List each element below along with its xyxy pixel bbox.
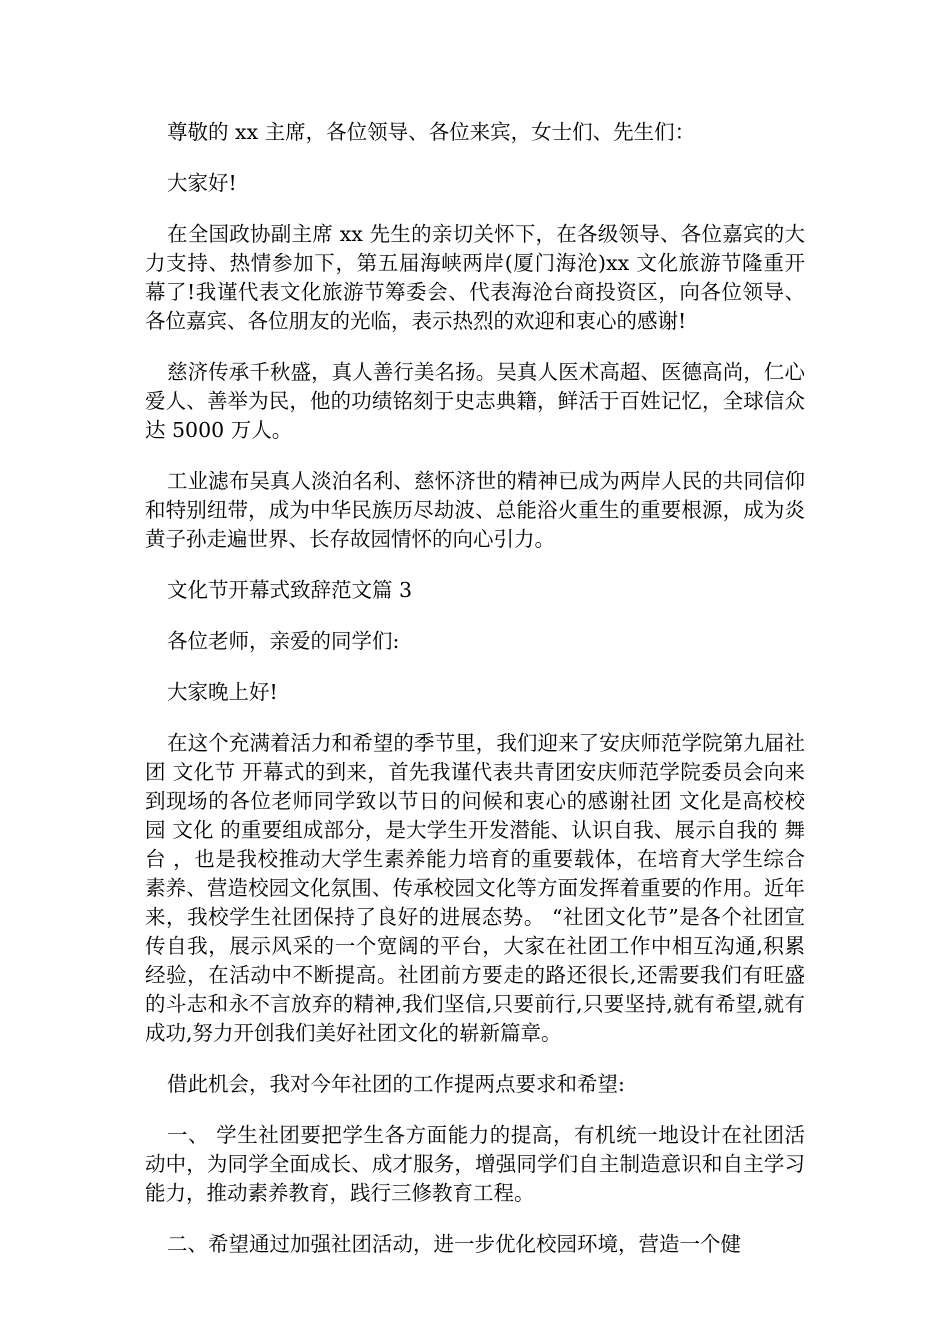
document-body [145,118,805,1259]
body-paragraph: 借此机会，我对今年社团的工作提两点要求和希望: [167,1072,625,1096]
greeting-paragraph: 大家好! [167,171,237,195]
list-item-paragraph: 二、希望通过加强社团活动，进一步优化校园环境，营造一个健 [167,1232,741,1256]
opening-paragraph: 在全国政协副主席 xx 先生的亲切关怀下，在各级领导、各位嘉宾的大力支持、热情参加下，第五届海峡两岸(厦门海沧)xx 文化旅游节隆重开幕了!我谨代表文化旅游节筹委会、代表海沧台商投资区，向各位领导、各位嘉宾、各位朋友的光临，表示热烈的欢迎和衷心的感谢! [145,222,805,333]
list-item-paragraph: 一、 学生社团要把学生各方面能力的提高，有机统一地设计在社团活动中，为同学全面成长、成才服务，增强同学们自主制造意识和自主学习能力，推动素养教育，践行三修教育工程。 [145,1123,805,1205]
greeting-paragraph: 大家晚上好! [167,680,278,704]
body-paragraph: 慈济传承千秋盛，真人善行美名扬。吴真人医术高超、医德高尚，仁心爱人、善举为民，他的功绩铭刻于史志典籍，鲜活于百姓记忆，全球信众达 5000 万人。 [145,360,805,442]
salutation-paragraph: 尊敬的 xx 主席，各位领导、各位来宾，女士们、先生们： [167,120,696,144]
body-paragraph: 工业滤布吴真人淡泊名利、慈怀济世的精神已成为两岸人民的共同信仰和特别纽带，成为中华民族历尽劫波、总能浴火重生的重要根源，成为炎黄子孙走遍世界、长存故园情怀的向心引力。 [145,469,805,551]
body-paragraph: 在这个充满着活力和希望的季节里，我们迎来了安庆师范学院第九届社团 文化节 开幕式的到来，首先我谨代表共青团安庆师范学院委员会向来到现场的各位老师同学致以节日的问候和衷心的感谢社团 文化是高校校园 文化 的重要组成部分，是大学生开发潜能、认识自我、展示自我的 舞台 ，也是我校推动大学生素养能力培育的重要载体，在培育大学生综合素养、营造校园文化氛围、传承校园文化等方面发挥着重要的作用。近年来，我校学生社团保持了良好的进展态势。 “社团文化节”是各个社团宣传自我，展示风采的一个宽阔的平台，大家在社团工作中相互沟通,积累经验，在活动中不断提高。社团前方要走的路还很长,还需要我们有旺盛的斗志和永不言放弃的精神,我们坚信,只要前行,只要坚持,就有希望,就有成功,努力开创我们美好社团文化的崭新篇章。 [145,731,805,1045]
salutation-paragraph: 各位老师，亲爱的同学们: [167,629,400,653]
section-title: 文化节开幕式致辞范文篇 3 [167,578,413,602]
